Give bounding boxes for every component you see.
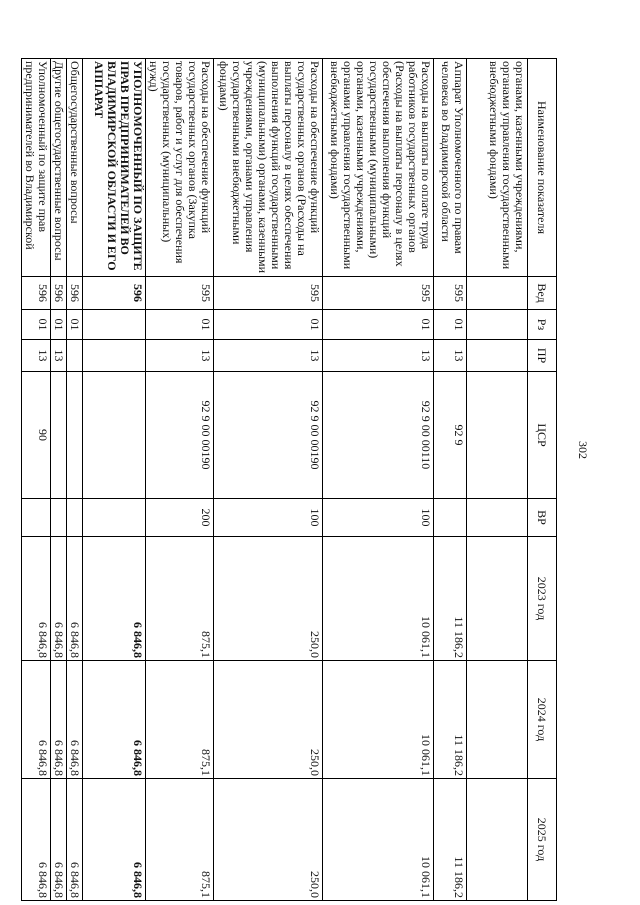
cell-pr: 13: [22, 340, 51, 372]
cell-2025: 6 846,8: [22, 779, 51, 901]
cell-vr: 200: [146, 499, 214, 537]
cell-pr: 13: [434, 340, 467, 372]
table-row: [323, 59, 434, 901]
cell-2025: 250,0: [214, 779, 323, 901]
cell-2024: [467, 661, 528, 779]
cell-ved: 596: [83, 277, 146, 310]
cell-pr: [467, 340, 528, 372]
cell-ved: 596: [22, 277, 51, 310]
cell-2025: 6 846,8: [83, 779, 146, 901]
cell-2025: [467, 779, 528, 901]
cell-name: органами, казенными учреждениями, органами управления государственными внебюджетными фондами): [467, 59, 528, 277]
cell-ved: 595: [323, 277, 434, 310]
cell-pr: [83, 340, 146, 372]
col-header-2023: 2023 год: [528, 537, 557, 661]
col-header-2024: 2024 год: [528, 661, 557, 779]
table-row: [434, 59, 467, 901]
cell-name: Другие общегосударственные вопросы: [51, 59, 67, 277]
cell-2023: 875,1: [146, 537, 214, 661]
cell-2024: 875,1: [146, 661, 214, 779]
col-header-2025: 2025 год: [528, 779, 557, 901]
table-row: [22, 59, 51, 901]
cell-2023: 250,0: [214, 537, 323, 661]
cell-2024: 11 186,2: [434, 661, 467, 779]
cell-2023: [467, 537, 528, 661]
cell-rz: [467, 310, 528, 340]
cell-name: Расходы на обеспечение функций государственных органов (Расходы на выплаты персоналу в целях обеспечения выполнения функций государственными (муниципальными) органами, казенными учреждениями, органами управления государственными внебюджетными фондами): [214, 59, 323, 277]
cell-pr: [67, 340, 83, 372]
col-header-name: Наименование показателя: [528, 59, 557, 277]
cell-2025: 875,1: [146, 779, 214, 901]
cell-2024: 10 061,1: [323, 661, 434, 779]
table-row: [146, 59, 214, 901]
cell-vr: [22, 499, 51, 537]
cell-csr: [83, 372, 146, 499]
cell-csr: 92 9 00 00190: [214, 372, 323, 499]
cell-vr: [51, 499, 67, 537]
cell-vr: [67, 499, 83, 537]
cell-ved: [467, 277, 528, 310]
cell-csr: 92 9 00 00110: [323, 372, 434, 499]
cell-2023: 11 186,2: [434, 537, 467, 661]
cell-pr: 13: [323, 340, 434, 372]
cell-rz: 01: [22, 310, 51, 340]
cell-2025: 11 186,2: [434, 779, 467, 901]
cell-pr: 13: [214, 340, 323, 372]
cell-vr: [434, 499, 467, 537]
col-header-rz: Рз: [528, 310, 557, 340]
cell-rz: [83, 310, 146, 340]
cell-2024: 6 846,8: [22, 661, 51, 779]
col-header-ved: Вед: [528, 277, 557, 310]
rotated-page: [23, 58, 557, 900]
page-number: 302: [576, 441, 590, 459]
cell-vr: [467, 499, 528, 537]
cell-rz: 01: [214, 310, 323, 340]
cell-vr: 100: [323, 499, 434, 537]
cell-rz: 01: [434, 310, 467, 340]
cell-2023: 10 061,1: [323, 537, 434, 661]
cell-csr: [51, 372, 67, 499]
table-row: [467, 59, 528, 901]
cell-ved: 596: [67, 277, 83, 310]
cell-csr: [467, 372, 528, 499]
cell-ved: 595: [146, 277, 214, 310]
cell-csr: 92 9 00 00190: [146, 372, 214, 499]
cell-name: Расходы на выплаты по оплате труда работников государственных органов (Расходы на выплаты персоналу в целях обеспечения выполнения функций государственными (муниципальными) органами, казенными учреждениями, органами управления государственными внебюджетными фондами): [323, 59, 434, 277]
cell-rz: 01: [323, 310, 434, 340]
cell-ved: 595: [214, 277, 323, 310]
table-header-row: [528, 59, 557, 901]
table-row: [214, 59, 323, 901]
cell-vr: [83, 499, 146, 537]
cell-2024: 6 846,8: [67, 661, 83, 779]
budget-table: [21, 58, 557, 901]
cell-2025: 6 846,8: [67, 779, 83, 901]
cell-ved: 596: [51, 277, 67, 310]
cell-csr: 90: [22, 372, 51, 499]
cell-name: Аппарат Уполномоченного по правам человека во Владимирской области: [434, 59, 467, 277]
col-header-csr: ЦСР: [528, 372, 557, 499]
cell-2023: 6 846,8: [83, 537, 146, 661]
col-header-pr: ПР: [528, 340, 557, 372]
cell-2024: 6 846,8: [83, 661, 146, 779]
table-row: [67, 59, 83, 901]
cell-ved: 595: [434, 277, 467, 310]
col-header-vr: ВР: [528, 499, 557, 537]
cell-name: УПОЛНОМОЧЕННЫЙ ПО ЗАЩИТЕ ПРАВ ПРЕДПРИНИМАТЕЛЕЙ ВО ВЛАДИМИРСКОЙ ОБЛАСТИ И ЕГО АППАРАТ: [83, 59, 146, 277]
cell-csr: [67, 372, 83, 499]
cell-rz: 01: [146, 310, 214, 340]
cell-name: Расходы на обеспечение функций государственных органов (Закупка товаров, работ и услуг для обеспечения государственных (муниципальных) нужд): [146, 59, 214, 277]
cell-2023: 6 846,8: [51, 537, 67, 661]
cell-name: Уполномоченный по защите прав предпринимателей во Владимирской: [22, 59, 51, 277]
cell-rz: 01: [51, 310, 67, 340]
cell-2025: 6 846,8: [51, 779, 67, 901]
cell-2023: 6 846,8: [22, 537, 51, 661]
cell-name: Общегосударственные вопросы: [67, 59, 83, 277]
cell-vr: 100: [214, 499, 323, 537]
cell-2025: 10 061,1: [323, 779, 434, 901]
cell-csr: 92 9: [434, 372, 467, 499]
cell-pr: 13: [146, 340, 214, 372]
table-row: [51, 59, 67, 901]
cell-rz: 01: [67, 310, 83, 340]
cell-2023: 6 846,8: [67, 537, 83, 661]
cell-2024: 250,0: [214, 661, 323, 779]
table-row: [83, 59, 146, 901]
cell-pr: 13: [51, 340, 67, 372]
cell-2024: 6 846,8: [51, 661, 67, 779]
